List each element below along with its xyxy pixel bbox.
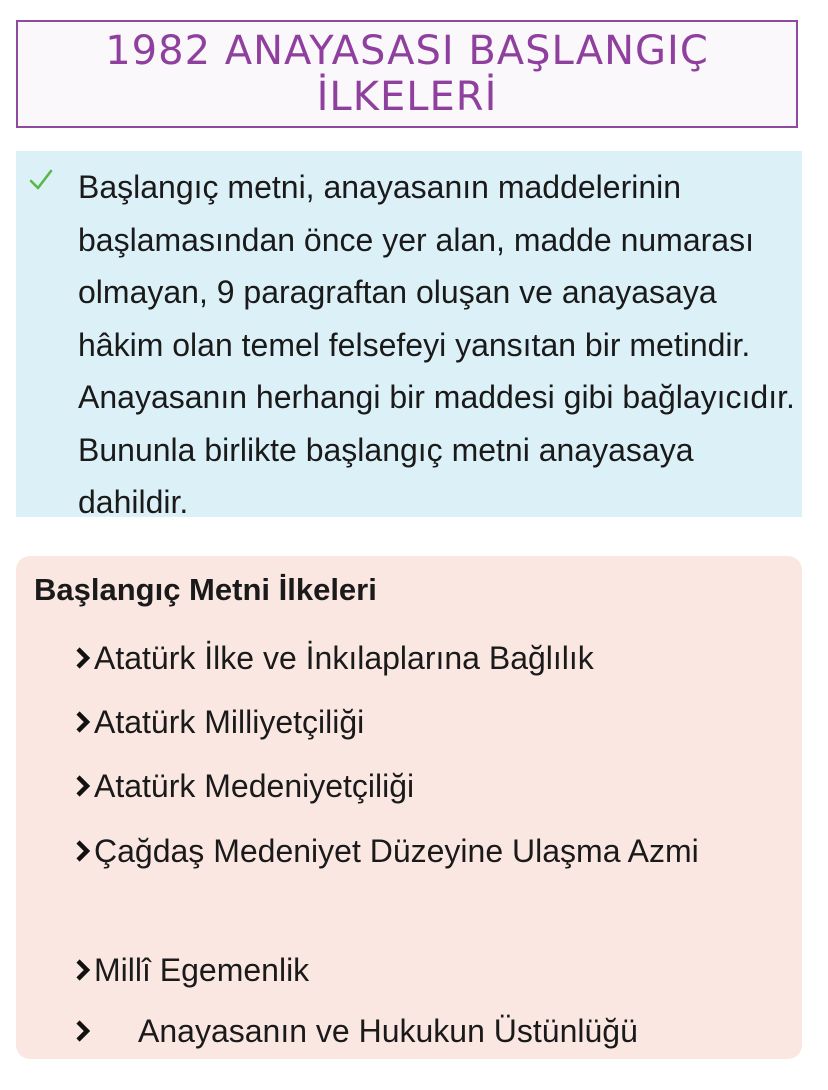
title-box (16, 20, 798, 128)
chevron-right-icon (74, 710, 92, 734)
list-item (16, 1009, 802, 1053)
chevron-right-icon (74, 1019, 92, 1043)
list-item (16, 948, 802, 992)
chevron-right-icon (74, 958, 92, 982)
list-item (16, 700, 802, 744)
list-item (16, 764, 802, 808)
chevron-right-icon (74, 839, 92, 863)
principle-label: Atatürk Milliyetçiliği (94, 704, 365, 740)
intro-text: Başlangıç metni, anayasanın maddelerinin başlamasından önce yer alan, madde numarası olmayan, 9 paragraftan oluşan ve anayasaya hâkim olan temel felsefeyi yansıtan bir metindir. Anayasanın herhangi bir maddesi gibi bağlayıcıdır. Bununla birlikte başlangıç metni anayasaya dahildir. (78, 169, 795, 520)
principle-label: Millî Egemenlik (94, 952, 310, 988)
principle-label: Atatürk Medeniyetçiliği (94, 768, 415, 804)
check-icon (28, 167, 54, 193)
principles-box (16, 556, 802, 1059)
list-item (16, 829, 802, 929)
list-item (16, 636, 802, 680)
principle-label: Anayasanın ve Hukukun Üstünlüğü (138, 1013, 638, 1049)
principles-heading: Başlangıç Metni İlkeleri (34, 572, 377, 607)
intro-box (16, 151, 802, 520)
title-line-2: İLKELERİ (316, 74, 498, 120)
title-line-1: 1982 ANAYASASI BAŞLANGIÇ (105, 28, 709, 74)
principle-label: Atatürk İlke ve İnkılaplarına Bağlılık (94, 640, 594, 676)
principle-label: Çağdaş Medeniyet Düzeyine Ulaşma Azmi (94, 833, 699, 869)
chevron-right-icon (74, 646, 92, 670)
chevron-right-icon (74, 774, 92, 798)
